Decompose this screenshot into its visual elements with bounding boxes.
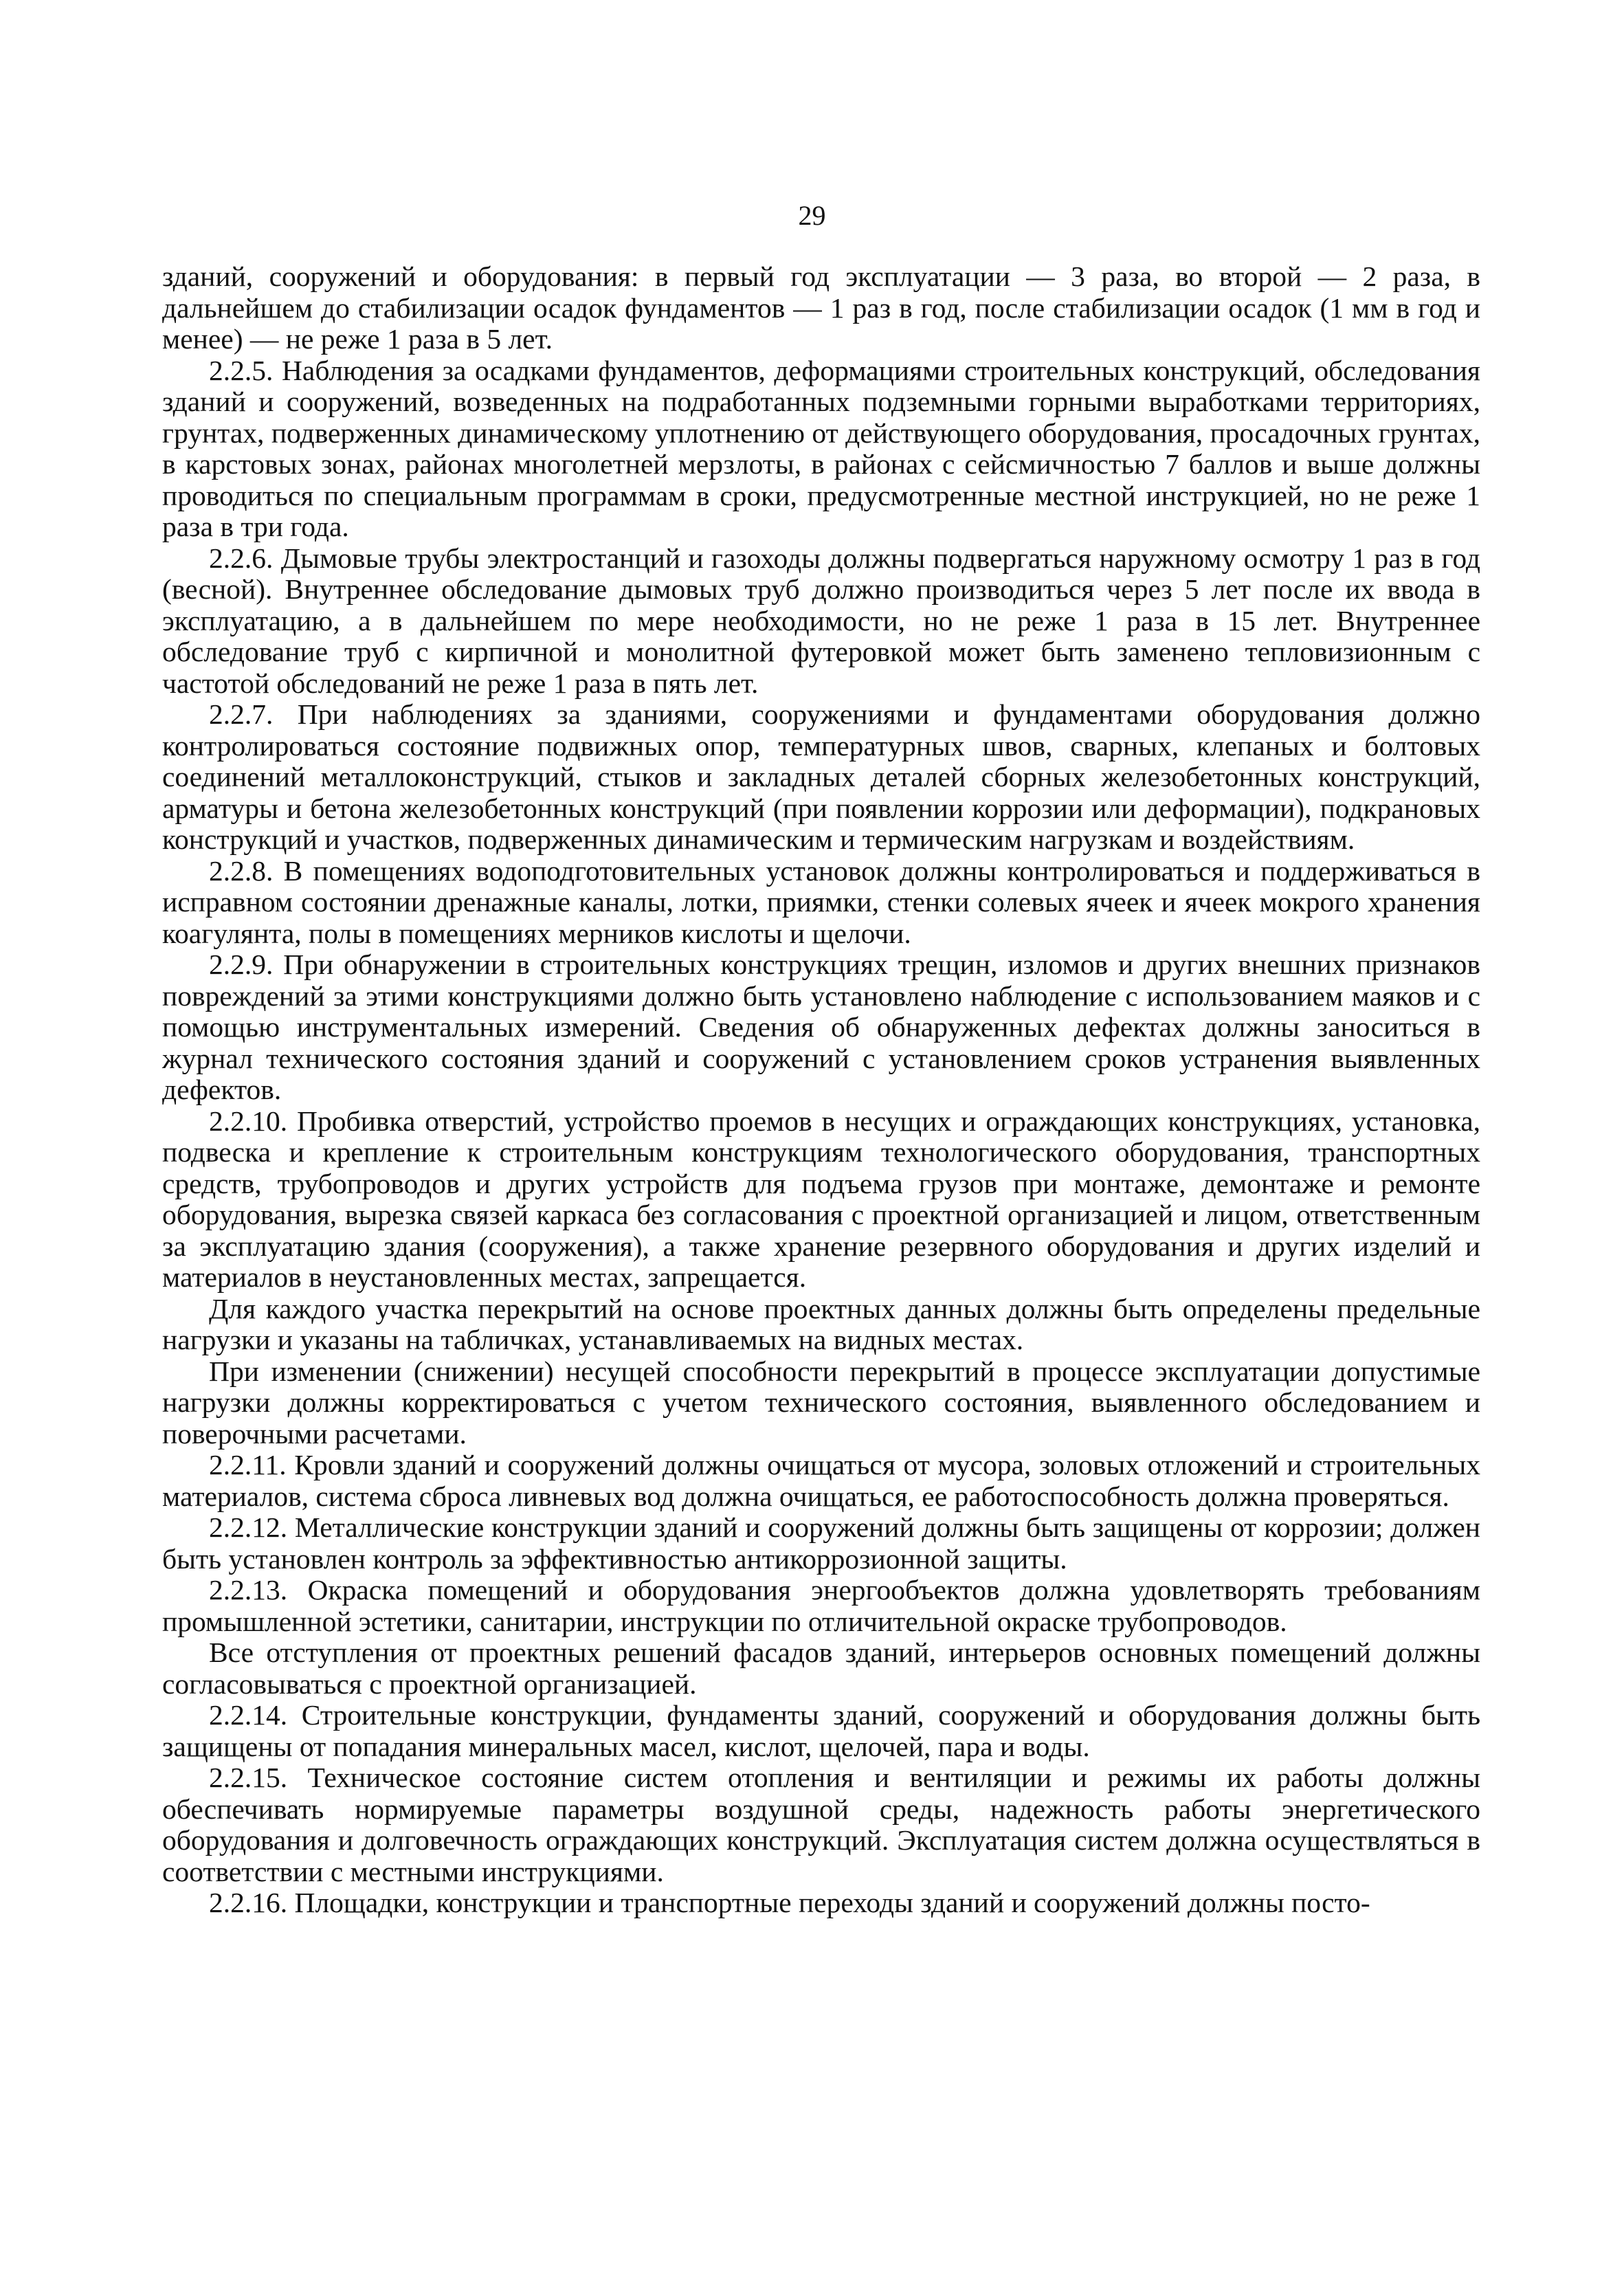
- paragraph-2-2-14: 2.2.14. Строительные конструкции, фундаменты зданий, сооружений и оборудования должны быть защищены от попадания минеральных масел, кислот, щелочей, пара и воды.: [162, 1699, 1480, 1762]
- document-body: [162, 261, 1480, 1919]
- paragraph-2-2-9: 2.2.9. При обнаружении в строительных конструкциях трещин, изломов и других внешних признаков повреждений за этими конструкциями должно быть установлено наблюдение с использованием маяков и с помощью инструментальных измерений. Сведения об обнаруженных дефектах должны заноситься в журнал технического состояния зданий и сооружений с установлением сроков устранения выявленных дефектов.: [162, 949, 1480, 1105]
- paragraph-continuation: зданий, сооружений и оборудования: в первый год эксплуатации — 3 раза, во второй — 2 раза, в дальнейшем до стабилизации осадок фундаментов — 1 раз в год, после стабилизации осадок (1 мм в год и менее) — не реже 1 раза в 5 лет.: [162, 260, 1480, 355]
- paragraph-2-2-8: 2.2.8. В помещениях водоподготовительных установок должны контролироваться и поддерживаться в исправном состоянии дренажные каналы, лотки, приямки, стенки солевых ячеек и ячеек мокрого хранения коагулянта, полы в помещениях мерников кислоты и щелочи.: [162, 854, 1480, 949]
- paragraph-floor-loads: Для каждого участка перекрытий на основе проектных данных должны быть определены предельные нагрузки и указаны на табличках, устанавливаемых на видных местах.: [162, 1292, 1480, 1355]
- paragraph-2-2-15: 2.2.15. Техническое состояние систем отопления и вентиляции и режимы их работы должны обеспечивать нормируемые параметры воздушной среды, надежность работы энергетического оборудования и долговечность ограждающих конструкций. Эксплуатация систем должна осуществляться в соответствии с местными инструкциями.: [162, 1762, 1480, 1887]
- paragraph-2-2-16: 2.2.16. Площадки, конструкции и транспортные переходы зданий и сооружений должны посто-: [209, 1887, 1370, 1918]
- paragraph-2-2-6: 2.2.6. Дымовые трубы электростанций и газоходы должны подвергаться наружному осмотру 1 раз в год (весной). Внутреннее обследование дымовых труб должно производиться через 5 лет после их ввода в эксплуатацию, а в дальнейшем по мере необходимости, но не реже 1 раза в 15 лет. Внутреннее обследование труб с кирпичной и монолитной футеровкой может быть заменено тепловизионным с частотой обследований не реже 1 раза в пять лет.: [162, 542, 1480, 699]
- paragraph-2-2-13: 2.2.13. Окраска помещений и оборудования энергообъектов должна удовлетворять требованиям промышленной эстетики, санитарии, инструкции по отличительной окраске трубопроводов.: [162, 1574, 1480, 1637]
- paragraph-2-2-12: 2.2.12. Металлические конструкции зданий и сооружений должны быть защищены от коррозии; должен быть установлен контроль за эффективностью антикоррозионной защиты.: [162, 1511, 1480, 1575]
- paragraph-2-2-11: 2.2.11. Кровли зданий и сооружений должны очищаться от мусора, золовых отложений и строительных материалов, система сброса ливневых вод должна очищаться, ее работоспособность должна проверяться.: [162, 1449, 1480, 1512]
- paragraph-2-2-5: 2.2.5. Наблюдения за осадками фундаментов, деформациями строительных конструкций, обследования зданий и сооружений, возведенных на подработанных подземными горными выработками территориях, грунтах, подверженных динамическому уплотнению от действующего оборудования, просадочных грунтах, в карстовых зонах, районах многолетней мерзлоты, в районах с сейсмичностью 7 баллов и выше должны проводиться по специальным программам в сроки, предусмотренные местной инструкцией, но не реже 1 раза в три года.: [162, 354, 1480, 542]
- page-number: 29: [798, 200, 826, 231]
- paragraph-2-2-7: 2.2.7. При наблюдениях за зданиями, сооружениями и фундаментами оборудования должно контролироваться состояние подвижных опор, температурных швов, сварных, клепаных и болтовых соединений металлоконструкций, стыков и закладных деталей сборных железобетонных конструкций, арматуры и бетона железобетонных конструкций (при появлении коррозии или деформации), подкрановых конструкций и участков, подверженных динамическим и термическим нагрузкам и воздействиям.: [162, 698, 1480, 855]
- paragraph-load-capacity-change: При изменении (снижении) несущей способности перекрытий в процессе эксплуатации допустимые нагрузки должны корректироваться с учетом технического состояния, выявленного обследованием и поверочными расчетами.: [162, 1355, 1480, 1450]
- paragraph-2-2-10: 2.2.10. Пробивка отверстий, устройство проемов в несущих и ограждающих конструкциях, установка, подвеска и крепление к строительным конструкциям технологического оборудования, транспортных средств, трубопроводов и других устройств для подъема грузов при монтаже, демонтаже и ремонте оборудования, вырезка связей каркаса без согласования с проектной организацией и лицом, ответственным за эксплуатацию здания (сооружения), а также хранение резервного оборудования и других изделий и материалов в неустановленных местах, запрещается.: [162, 1105, 1480, 1293]
- paragraph-facade-deviations: Все отступления от проектных решений фасадов зданий, интерьеров основных помещений должны согласовываться с проектной организацией.: [162, 1637, 1480, 1700]
